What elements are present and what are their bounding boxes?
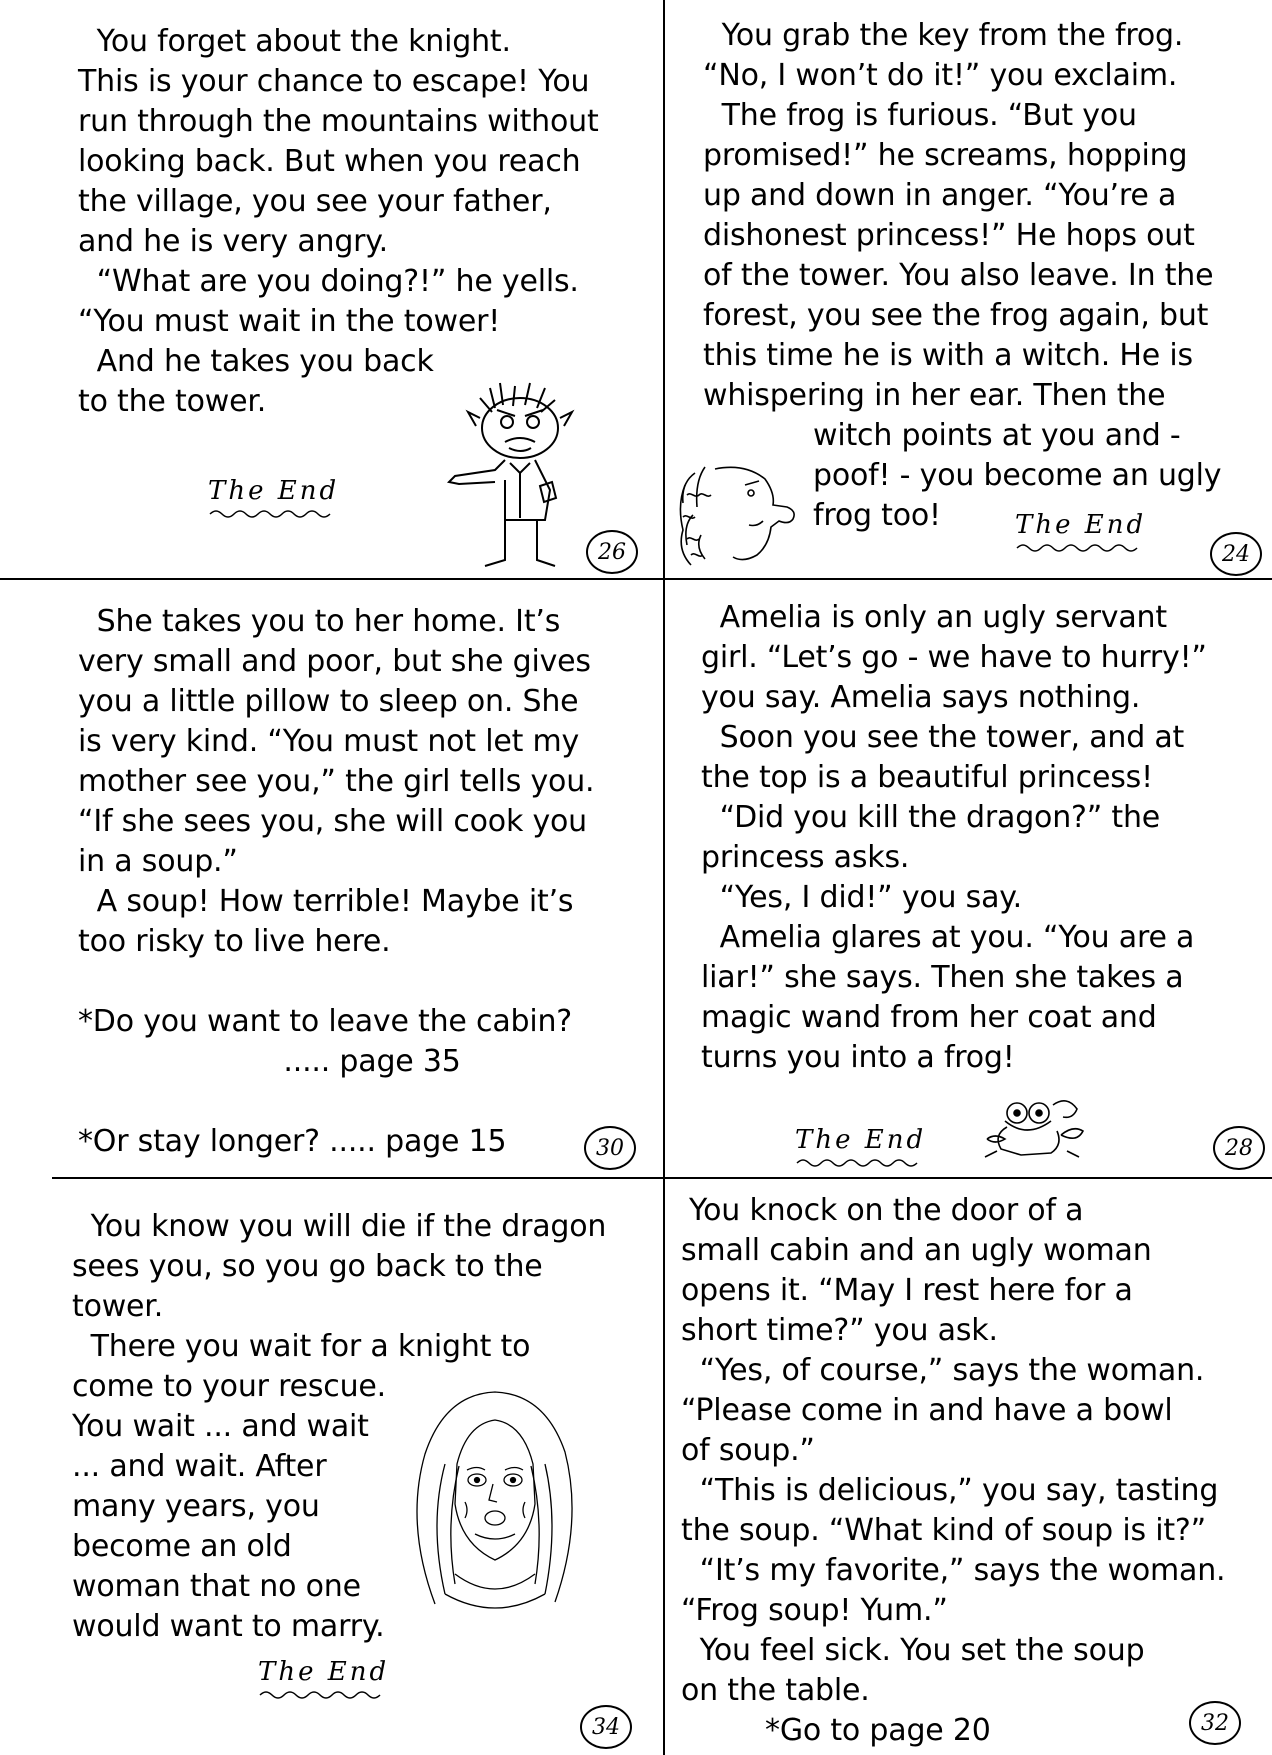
story-line: turns you into a frog! xyxy=(701,1040,1015,1075)
story-line: Soon you see the tower, and at xyxy=(701,720,1185,755)
story-line: too risky to live here. xyxy=(78,924,391,959)
the-end-label: The End xyxy=(795,1125,926,1155)
the-end-label: The End xyxy=(1015,510,1146,540)
story-line: There you wait for a knight to xyxy=(72,1329,531,1364)
story-line: “Did you kill the dragon?” the xyxy=(701,800,1161,835)
story-line: on the table. xyxy=(681,1673,870,1708)
story-line: dishonest princess!” He hops out xyxy=(703,218,1195,253)
story-line: “Please come in and have a bowl xyxy=(681,1393,1173,1428)
choice-line: ..... page 35 xyxy=(78,1044,461,1079)
story-line: liar!” she says. Then she takes a xyxy=(701,960,1184,995)
story-line: of soup.” xyxy=(681,1433,815,1468)
story-line: opens it. “May I rest here for a xyxy=(681,1273,1133,1308)
story-line: to the tower. xyxy=(78,384,267,419)
story-line: “Frog soup! Yum.” xyxy=(681,1593,948,1628)
story-line: woman that no one xyxy=(72,1569,361,1604)
old-woman-icon xyxy=(395,1384,585,1624)
story-line: looking back. But when you reach xyxy=(78,144,581,179)
story-line: witch points at you and - xyxy=(813,418,1181,453)
story-line: promised!” he screams, hopping xyxy=(703,138,1188,173)
story-line: Amelia glares at you. “You are a xyxy=(701,920,1195,955)
page-number-badge: 28 xyxy=(1213,1126,1265,1170)
story-line: A soup! How terrible! Maybe it’s xyxy=(78,884,574,919)
frog-icon xyxy=(977,1095,1087,1165)
story-line: of the tower. You also leave. In the xyxy=(703,258,1214,293)
story-line: poof! - you become an ugly xyxy=(813,458,1222,493)
story-line: the village, you see your father, xyxy=(78,184,552,219)
story-panel-32 xyxy=(665,1179,1272,1755)
story-line: up and down in anger. “You’re a xyxy=(703,178,1177,213)
story-line: is very kind. “You must not let my xyxy=(78,724,580,759)
page-number-badge: 32 xyxy=(1189,1701,1241,1745)
choice-line: *Or stay longer? ..... page 15 xyxy=(78,1124,507,1159)
story-line: You grab the key from the frog. xyxy=(703,18,1184,53)
story-line: sees you, so you go back to the xyxy=(72,1249,543,1284)
story-line: you a little pillow to sleep on. She xyxy=(78,684,579,719)
story-panel-30 xyxy=(0,580,663,1177)
story-line: mother see you,” the girl tells you. xyxy=(78,764,595,799)
story-line: and he is very angry. xyxy=(78,224,388,259)
story-line: the top is a beautiful princess! xyxy=(701,760,1153,795)
story-line: girl. “Let’s go - we have to hurry!” xyxy=(701,640,1207,675)
story-panel-28 xyxy=(665,580,1272,1177)
story-panel-26 xyxy=(0,0,663,578)
story-line: magic wand from her coat and xyxy=(701,1000,1157,1035)
story-line: run through the mountains without xyxy=(78,104,599,139)
story-line: “You must wait in the tower! xyxy=(78,304,501,339)
choice-line: *Go to page 20 xyxy=(681,1713,991,1748)
story-line: The frog is furious. “But you xyxy=(703,98,1137,133)
story-line: “If she sees you, she will cook you xyxy=(78,804,587,839)
story-line: small cabin and an ugly woman xyxy=(681,1233,1152,1268)
story-line: “No, I won’t do it!” you exclaim. xyxy=(703,58,1178,93)
page-number-badge: 26 xyxy=(586,530,638,574)
story-line: And he takes you back xyxy=(78,344,434,379)
story-line: You forget about the knight. xyxy=(78,24,511,59)
the-end-label: The End xyxy=(258,1657,389,1687)
story-line: very small and poor, but she gives xyxy=(78,644,591,679)
page-number-badge: 24 xyxy=(1210,532,1262,576)
story-line: You feel sick. You set the soup xyxy=(681,1633,1145,1668)
story-line: come to your rescue. xyxy=(72,1369,386,1404)
story-line: “Yes, I did!” you say. xyxy=(701,880,1022,915)
story-line: short time?” you ask. xyxy=(681,1313,998,1348)
story-line: “This is delicious,” you say, tasting xyxy=(681,1473,1219,1508)
story-line: You know you will die if the dragon xyxy=(72,1209,607,1244)
story-line: princess asks. xyxy=(701,840,910,875)
story-line: become an old xyxy=(72,1529,292,1564)
choice-line: *Do you want to leave the cabin? xyxy=(78,1004,573,1039)
story-line: whispering in her ear. Then the xyxy=(703,378,1166,413)
story-line: this time he is with a witch. He is xyxy=(703,338,1193,373)
story-line: in a soup.” xyxy=(78,844,238,879)
story-panel-34 xyxy=(0,1179,663,1755)
story-line: She takes you to her home. It’s xyxy=(78,604,561,639)
page-number-badge: 30 xyxy=(584,1126,636,1170)
story-line: “It’s my favorite,” says the woman. xyxy=(681,1553,1226,1588)
story-line: tower. xyxy=(72,1289,164,1324)
story-line: frog too! xyxy=(813,498,941,533)
the-end-label: The End xyxy=(208,476,339,506)
witch-icon xyxy=(665,455,805,575)
story-line: ... and wait. After xyxy=(72,1449,327,1484)
story-panel-24 xyxy=(665,0,1272,578)
story-line: you say. Amelia says nothing. xyxy=(701,680,1141,715)
story-line: many years, you xyxy=(72,1489,320,1524)
story-line: Amelia is only an ugly servant xyxy=(701,600,1167,635)
story-line: This is your chance to escape! You xyxy=(78,64,590,99)
story-line: You knock on the door of a xyxy=(689,1193,1084,1228)
story-line: forest, you see the frog again, but xyxy=(703,298,1209,333)
story-line: would want to marry. xyxy=(72,1609,385,1644)
story-line: You wait ... and wait xyxy=(72,1409,369,1444)
story-line: “What are you doing?!” he yells. xyxy=(78,264,579,299)
page-number-badge: 34 xyxy=(580,1705,632,1749)
story-line: “Yes, of course,” says the woman. xyxy=(681,1353,1205,1388)
story-line: the soup. “What kind of soup is it?” xyxy=(681,1513,1206,1548)
